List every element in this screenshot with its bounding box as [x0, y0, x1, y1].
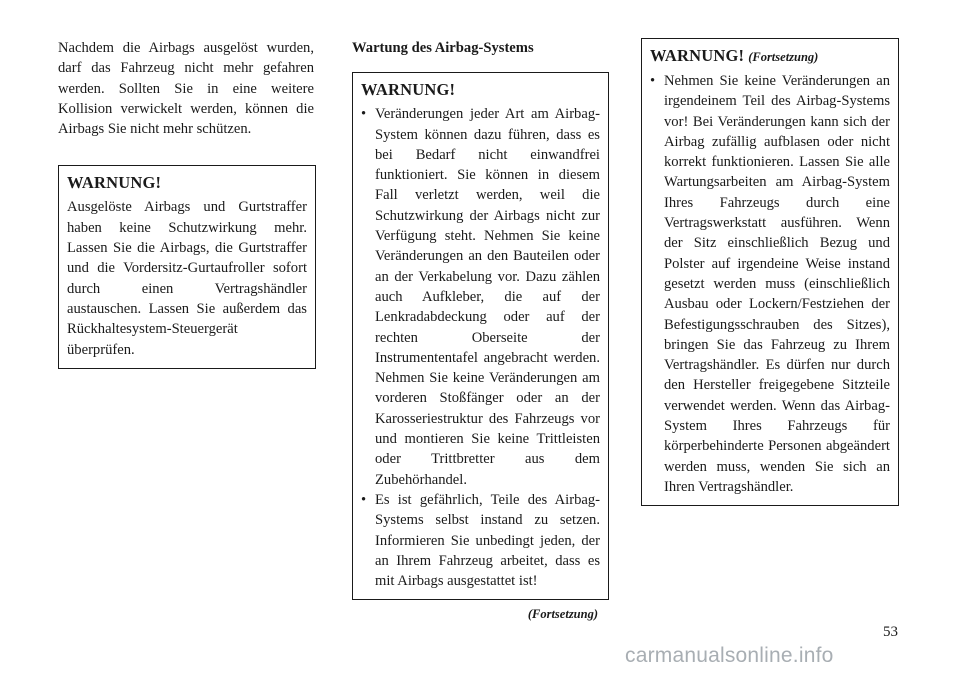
warning-box-1 [58, 165, 316, 368]
right-column [641, 38, 897, 506]
warning-title-continued: (Fortsetzung) [748, 50, 819, 64]
warning-title-text: WARNUNG! [650, 46, 745, 65]
section-heading: Wartung des Airbag-Systems [352, 40, 534, 56]
warning-list [650, 71, 890, 497]
watermark: carmanualsonline.info [625, 644, 834, 667]
intro-paragraph: Nachdem die Airbags ausgelöst wurden, darf das Fahrzeug nicht mehr gefahren werden. Sollten Sie in eine weitere Kollision verwickelt werden, können die Airbags Sie nicht mehr schützen. [58, 40, 314, 138]
warning-item: • Nehmen Sie keine Veränderungen an irgendeinem Teil des Airbag-Systems vor! Bei Veränderungen kann sich der Airbag zufällig aufblasen oder nicht korrekt funktionieren. Lassen Sie alle Wartungsarbeiten am Airbag-System Ihres Fahrzeugs durch eine Vertragswerkstatt ausführen. Wenn der Sitz einschließlich Bezug und Polster auf irgendeine Weise instand gesetzt werden muss (einschließlich Ausbau oder Lockern/Festziehen der Befestigungsschrauben des Sitzes), bringen Sie das Fahrzeug zu Ihrem Vertragshändler. Es dürfen nur durch den Hersteller freigegebene Sitzteile verwendet werden. Wenn das Airbag-System Ihres Fahrzeugs für körperbehinderte Personen abgeändert werden muss, wenden Sie sich an Ihren Vertragshändler. [650, 71, 890, 497]
warning-box-2 [352, 72, 609, 600]
middle-column [352, 38, 608, 625]
warning-item: • Es ist gefährlich, Teile des Airbag-Systems selbst instand zu setzen. Informieren Sie unbedingt jeden, der an Ihrem Fahrzeug arbeitet, dass es mit Airbags ausgestattet ist! [361, 490, 600, 591]
warning-item: • Veränderungen jeder Art am Airbag-System können dazu führen, dass es bei Bedarf nicht einwandfrei funktioniert. Sie können in diesem Fall verletzt werden, weil die Schutzwirkung der Airbags nicht zur Verfügung steht. Nehmen Sie keine Veränderungen an den Bauteilen oder an der Verkabelung vor. Dazu zählen auch Aufkleber, die auf der Lenkradabdeckung oder auf der rechten Oberseite der Instrumententafel angebracht werden. Nehmen Sie keine Veränderungen am vorderen Stoßfänger oder an der Karosseriestruktur des Fahrzeugs vor und montieren Sie keine Trittleisten oder Trittbretter aus dem Zubehörhandel. [361, 104, 600, 490]
left-column [58, 38, 314, 369]
page-number: 53 [883, 624, 898, 640]
warning-title: WARNUNG! [361, 80, 456, 100]
warning-title [650, 45, 890, 68]
warning-box-3 [641, 38, 899, 506]
continued-label: (Fortsetzung) [527, 607, 598, 622]
warning-text: Ausgelöste Airbags und Gurtstraffer haben keine Schutzwirkung mehr. Lassen Sie die Airbags, die Gurtstraffer und die Vordersitz-Gurtaufroller sofort durch einen Vertragshändler austauschen. Lassen Sie außerdem das Rückhaltesystem-Steuergerät überprüfen. [67, 199, 307, 358]
warning-title: WARNUNG! [67, 173, 162, 193]
warning-list [361, 104, 600, 591]
